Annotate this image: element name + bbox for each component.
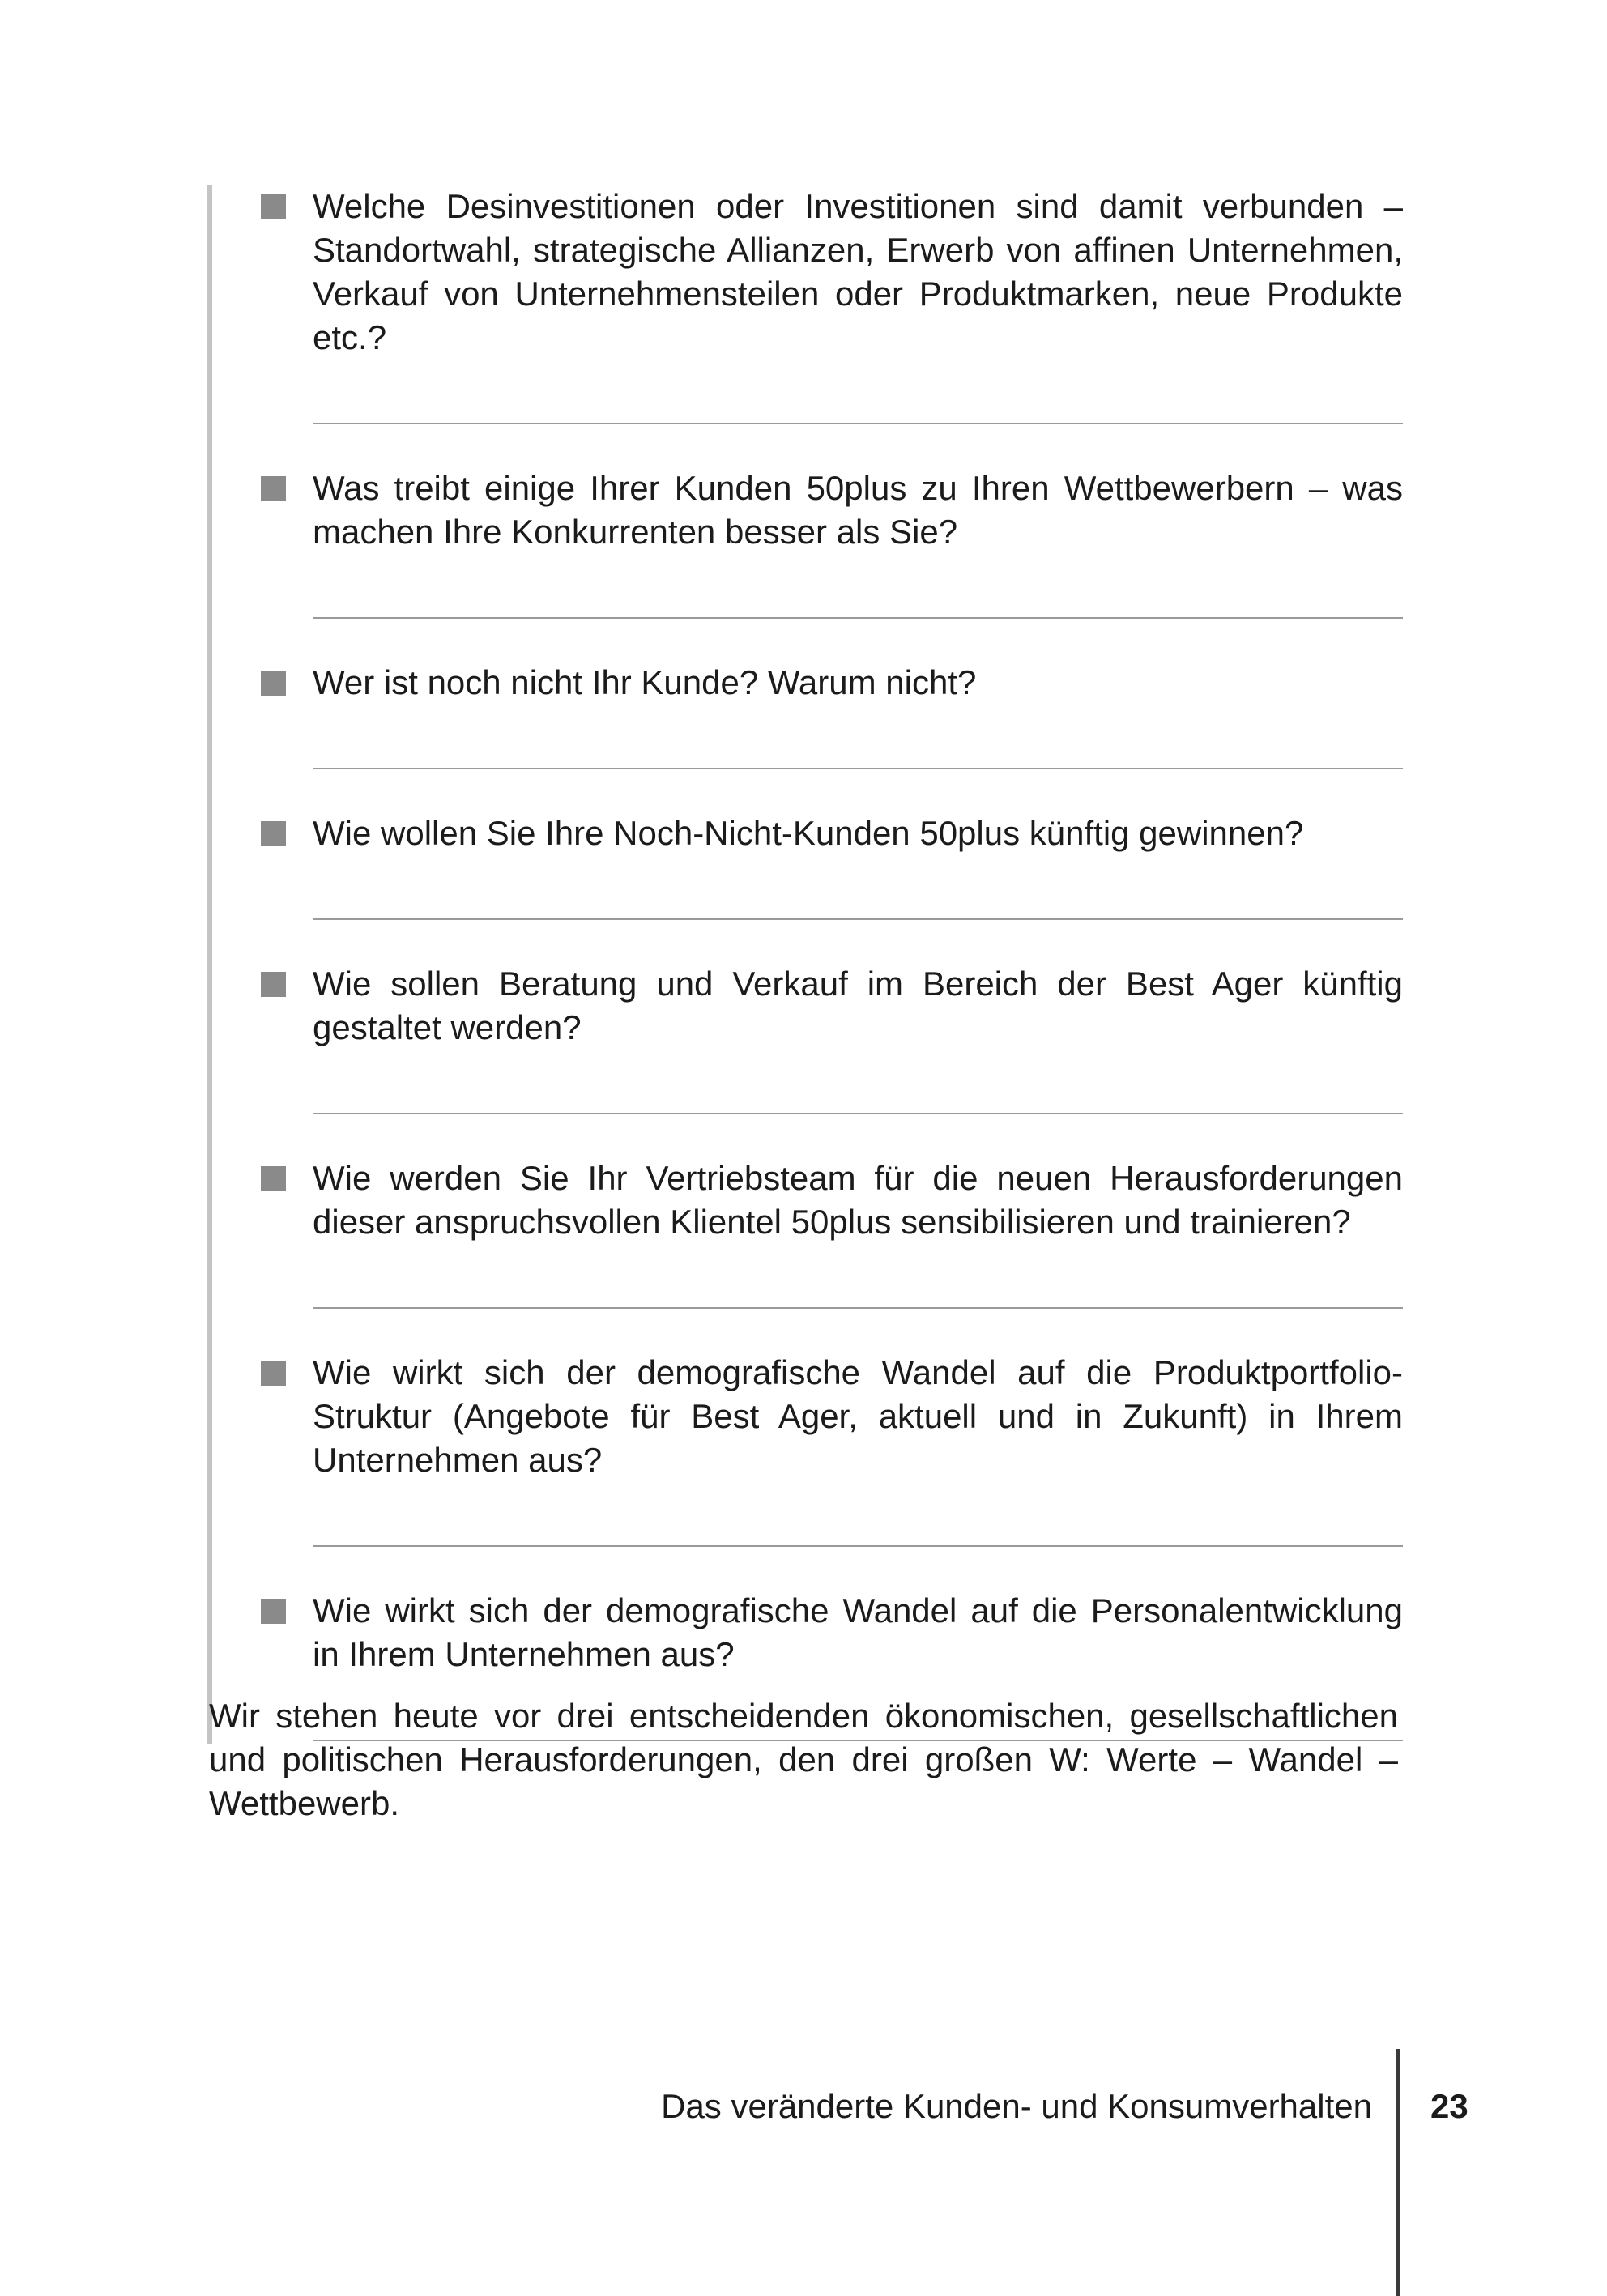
list-item [313, 661, 1403, 769]
question-text: Welche Desinvestitionen oder Investitionen sind damit verbunden – Standortwahl, strategische Allianzen, Erwerb von affinen Unternehmen, Verkauf von Unternehmensteilen oder Produktmarken, neue Produkte etc.? [313, 187, 1403, 356]
page-number: 23 [1430, 2087, 1468, 2125]
question-text: Wie werden Sie Ihr Vertriebsteam für die neuen Herausforderungen dieser anspruchsvollen Klientel 50plus sensibilisieren und trainieren? [313, 1159, 1403, 1241]
answer-line [313, 1113, 1403, 1114]
square-bullet-icon [261, 821, 286, 846]
question-text: Wie wirkt sich der demografische Wandel auf die Produktportfolio-Struktur (Angebote für Best Ager, aktuell und in Zukunft) in Ihrem Unternehmen aus? [313, 1353, 1403, 1479]
list-item [313, 811, 1403, 920]
list-item [313, 1157, 1403, 1309]
question-checklist [207, 185, 1403, 1744]
square-bullet-icon [261, 671, 286, 696]
square-bullet-icon [261, 194, 286, 219]
answer-line [313, 1545, 1403, 1547]
square-bullet-icon [261, 1361, 286, 1386]
footer-divider [1396, 2049, 1400, 2296]
answer-line [313, 768, 1403, 769]
square-bullet-icon [261, 1599, 286, 1624]
footer-chapter-title: Das veränderte Kunden- und Konsumverhalten [661, 2087, 1372, 2125]
question-text: Wie sollen Beratung und Verkauf im Bereich der Best Ager künftig gestaltet werden? [313, 965, 1403, 1046]
question-text: Was treibt einige Ihrer Kunden 50plus zu Ihren Wettbewerbern – was machen Ihre Konkurrenten besser als Sie? [313, 469, 1403, 551]
list-item [313, 466, 1403, 619]
question-text: Wer ist noch nicht Ihr Kunde? Warum nicht? [313, 663, 977, 701]
answer-line [313, 918, 1403, 920]
answer-line [313, 617, 1403, 619]
list-item [313, 962, 1403, 1114]
square-bullet-icon [261, 1166, 286, 1191]
list-item [313, 1351, 1403, 1547]
list-item [313, 185, 1403, 424]
question-list [212, 185, 1403, 1741]
answer-line [313, 1307, 1403, 1309]
question-text: Wie wirkt sich der demografische Wandel auf die Personalentwicklung in Ihrem Unternehmen aus? [313, 1591, 1403, 1673]
question-text: Wie wollen Sie Ihre Noch-Nicht-Kunden 50plus künftig gewinnen? [313, 814, 1304, 852]
closing-paragraph: Wir stehen heute vor drei entscheidenden ökonomischen, gesellschaftlichen und politischen Herausforderungen, den drei großen W: Werte – Wandel – Wettbewerb. [209, 1697, 1398, 1822]
square-bullet-icon [261, 972, 286, 997]
answer-line [313, 423, 1403, 424]
square-bullet-icon [261, 476, 286, 501]
